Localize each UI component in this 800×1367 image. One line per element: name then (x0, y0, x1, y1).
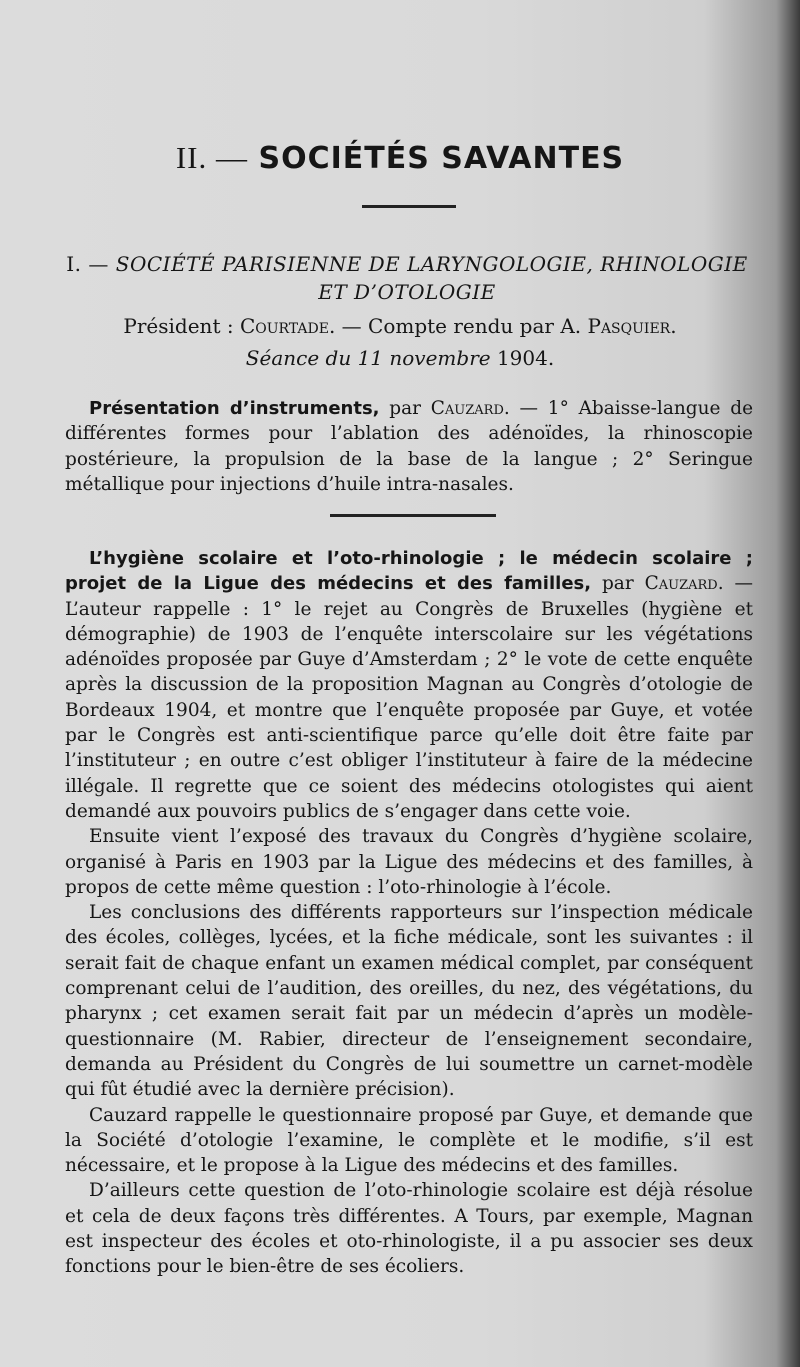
item-hygiene-body: — L’auteur rappelle : 1° le rejet au Congrès de Bruxelles (hygiène et démographie) de 1903 de l’enquête interscolaire sur les végétations adénoïdes proposée par Guye d’Amsterdam ; 2° le vote de cette enquête après la discussion de la proposition Magnan au Congrès d’otologie de Bordeaux 1904, et montre que l’enquête proposée par Guye, et votée par le Congrès est anti-scientifique parce qu’elle doit être faite par l’instituteur ; en outre c’est obliger l’instituteur à faire de la médecine illégale. Il regrette que ce soient des médecins otologistes qui aient demandé aux pouvoirs publics de s’engager dans cette voie. (65, 573, 753, 822)
page-title (0, 140, 800, 176)
item-hygiene-heading: L’hygiène scolaire et l’oto-rhinologie ; le médecin scolaire ; projet de la Ligue des médecins et des familles, (65, 548, 753, 595)
paragraph: Ensuite vient l’exposé des travaux du Congrès d’hygiène scolaire, organisé à Paris en 1903 par la Ligue des médecins et des familles, à propos de cette même question : l’oto-rhinologie à l’école. (65, 826, 753, 898)
session-date: 11 novembre (357, 346, 491, 370)
paragraph: Cauzard rappelle le questionnaire proposé par Guye, et demande que la Société d’otologie l’examine, le complète et le modifie, s’il est nécessaire, et le propose à la Ligue des médecins et des familles. (65, 1104, 753, 1177)
item-instruments-author: Cauzard. (430, 398, 510, 419)
reporter-name: A. Pasquier. (560, 314, 677, 338)
section-title-line2: ET D’OTOLOGIE (318, 280, 496, 304)
section-number: I. — (66, 252, 109, 276)
paragraph: D’ailleurs cette question de l’oto-rhinologie scolaire est déjà résolue et cela de deux façons très différentes. A Tours, par exemple, Magnan est inspecteur des écoles et oto-rhinologiste, il a pu associer ses deux fonctions pour le bien-être de ses écoliers. (65, 1180, 753, 1278)
item-divider (330, 514, 496, 517)
session-meta (0, 310, 800, 374)
report-label: — Compte rendu par (341, 314, 554, 338)
item-instruments-heading: Présentation d’instruments, (89, 398, 380, 419)
president-name: Courtade. (239, 314, 336, 338)
session-label: Séance du (245, 346, 352, 370)
section-title-line1: SOCIÉTÉ PARISIENNE DE LARYNGOLOGIE, RHINOLOGIE (115, 252, 748, 276)
paragraph: Les conclusions des différents rapporteurs sur l’inspection médicale des écoles, collèges, lycées, et la fiche médicale, sont les suivantes : il serait fait de chaque enfant un examen médical complet, par conséquent comprenant celui de l’audition, des oreilles, du nez, des végétations, du pharynx ; cet examen serait fait par un médecin d’après un modèle-questionnaire (M. Rabier, directeur de l’enseignement secondaire, demanda au Président du Congrès de lui soumettre un carnet-modèle qui fût étudié avec la dernière précision). (65, 902, 753, 1101)
item-hygiene-author: Cauzard. (644, 573, 724, 595)
president-label: Président : (123, 314, 234, 338)
section-heading (62, 250, 752, 306)
page-title-text: SOCIÉTÉS SAVANTES (258, 141, 625, 176)
item-instruments-body: — 1° Abaisse-langue de différentes formes pour l’ablation des adénoïdes, la rhinoscopie postérieure, la propulsion de la base de la langue ; 2° Seringue métallique pour injections d’huile intra-nasales. (65, 398, 754, 495)
session-year: 1904. (496, 346, 555, 370)
item-hygiene (65, 546, 753, 1280)
item-instruments-by: par (389, 398, 421, 419)
item-instruments (65, 396, 753, 497)
page-title-number: II. — (175, 140, 248, 175)
item-hygiene-by: par (601, 573, 634, 595)
title-divider (362, 205, 456, 208)
